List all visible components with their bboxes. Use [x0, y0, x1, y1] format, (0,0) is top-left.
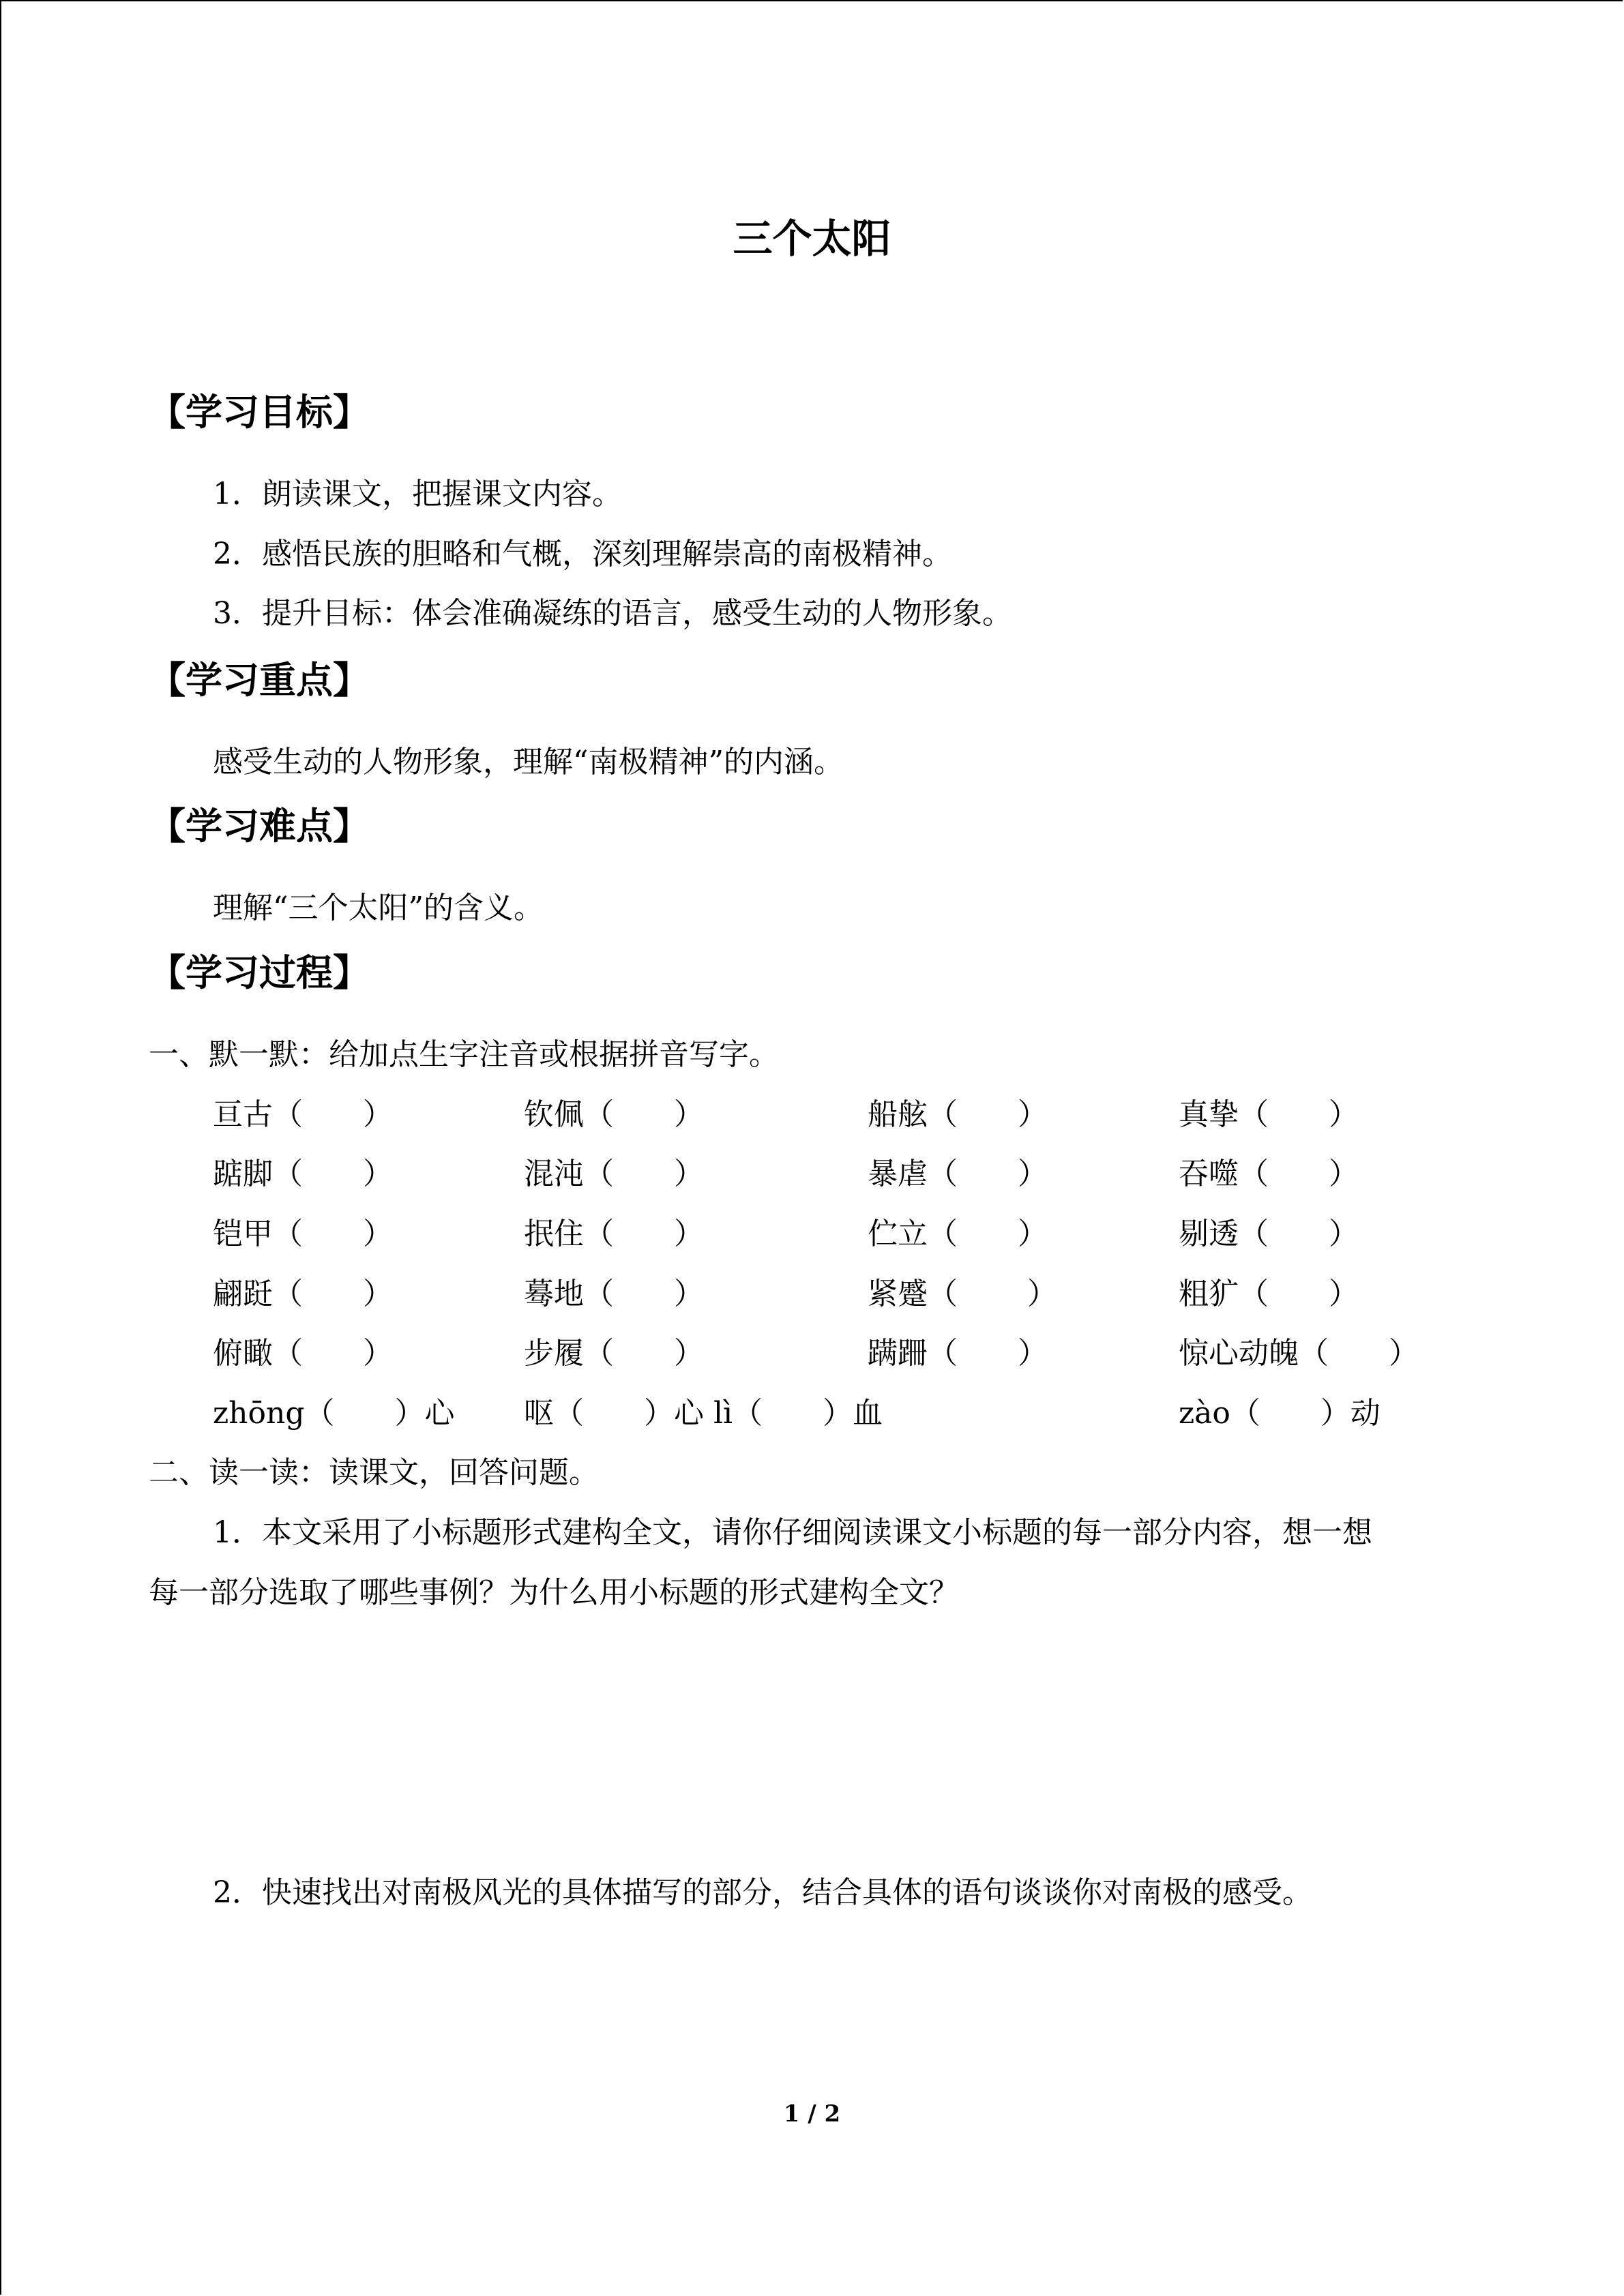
vocab-item: 剔透（ ） — [1179, 1217, 1359, 1251]
objective-item-1: 1．朗读课文，把握课文内容。 — [213, 477, 622, 511]
vocab-item: 伫立（ ） — [868, 1217, 1048, 1251]
process-heading: 【学习过程】 — [149, 951, 370, 994]
objectives-heading: 【学习目标】 — [149, 391, 370, 434]
vocab-item: 吞噬（ ） — [1179, 1157, 1359, 1191]
vocab-item: 钦佩（ ） — [524, 1097, 704, 1132]
difficulty-text: 理解“三个太阳”的含义。 — [213, 891, 544, 925]
vocab-item: 俯瞰（ ） — [213, 1336, 393, 1371]
vocab-item: 翩跹（ ） — [213, 1277, 393, 1311]
focus-text: 感受生动的人物形象，理解“南极精神”的内涵。 — [213, 745, 844, 779]
vocab-item: 蓦地（ ） — [524, 1277, 704, 1311]
vocab-item: 粗犷（ ） — [1179, 1277, 1359, 1311]
vocab-item: zào（ ）动 — [1179, 1396, 1381, 1431]
vocab-item: 惊心动魄（ ） — [1179, 1336, 1419, 1371]
part1-title: 一、默一默：给加点生字注音或根据拼音写字。 — [149, 1037, 779, 1072]
page-title: 三个太阳 — [733, 215, 891, 262]
focus-heading: 【学习重点】 — [149, 659, 370, 702]
vocab-item: 紧蹙（ ） — [868, 1277, 1057, 1311]
question-2: 2．快速找出对南极风光的具体描写的部分，结合具体的语句谈谈你对南极的感受。 — [213, 1875, 1312, 1910]
vocab-item: 船舷（ ） — [868, 1097, 1048, 1132]
vocab-item: 踮脚（ ） — [213, 1157, 393, 1191]
vocab-item: 混沌（ ） — [524, 1157, 704, 1191]
part2-title: 二、读一读：读课文，回答问题。 — [149, 1455, 599, 1490]
vocab-item: 铠甲（ ） — [213, 1217, 393, 1251]
page-number: 1 / 2 — [783, 2100, 841, 2128]
question-1-line-2: 每一部分选取了哪些事例？为什么用小标题的形式建构全文？ — [149, 1575, 959, 1610]
vocab-item: 抿住（ ） — [524, 1217, 704, 1251]
vocab-item: 亘古（ ） — [213, 1097, 393, 1132]
difficulty-heading: 【学习难点】 — [149, 805, 370, 848]
vocab-item: 蹒跚（ ） — [868, 1336, 1048, 1371]
vocab-item: 呕（ ）心 lì（ ）血 — [524, 1396, 883, 1431]
vocab-item: 真挚（ ） — [1179, 1097, 1359, 1132]
vocab-item: 步履（ ） — [524, 1336, 704, 1371]
vocab-item: 暴虐（ ） — [868, 1157, 1048, 1191]
objective-item-3: 3．提升目标：体会准确凝练的语言，感受生动的人物形象。 — [213, 596, 1012, 631]
vocab-item: zhōng（ ）心 — [213, 1396, 455, 1431]
objective-item-2: 2．感悟民族的胆略和气概，深刻理解崇高的南极精神。 — [213, 537, 952, 571]
question-1-line-1: 1．本文采用了小标题形式建构全文，请你仔细阅读课文小标题的每一部分内容，想一想 — [213, 1515, 1372, 1550]
